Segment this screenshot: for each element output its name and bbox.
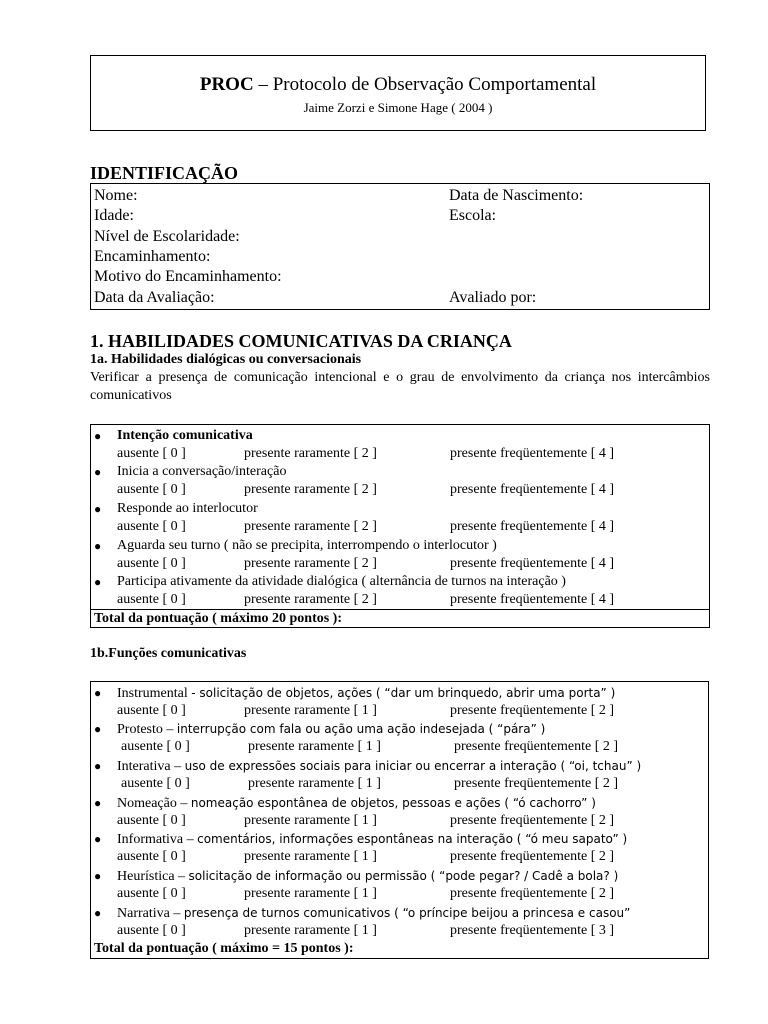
bullet-icon: ●	[94, 796, 102, 810]
option-ausente: ausente [ 0 ]	[117, 813, 186, 828]
item-label: Intenção comunicativa	[117, 428, 253, 443]
option-frequentemente: presente freqüentemente [ 4 ]	[450, 446, 615, 461]
section-1a-heading: 1a. Habilidades dialógicas ou conversacionais	[90, 352, 362, 367]
item-options	[91, 481, 709, 499]
item-detail: uso de expressões sociais para iniciar ou encerrar a interação ( “oi, tchau” )	[184, 759, 642, 773]
item-title: Instrumental	[117, 686, 192, 701]
section-1b-heading: 1b.Funções comunicativas	[90, 646, 247, 661]
item-detail: interrupção com fala ou ação uma ação indesejada ( “pára” )	[176, 722, 546, 736]
section-1a-description: Verificar a presença de comunicação intencional e o grau de envolvimento da criança nos intercâmbios comunicativos	[90, 370, 710, 403]
option-ausente: ausente [ 0 ]	[117, 886, 186, 901]
item-options	[91, 775, 708, 793]
item-label: Participa ativamente da atividade dialógica ( alternância de turnos na interação )	[117, 574, 566, 589]
list-item	[91, 904, 708, 922]
item-title: Interativa –	[117, 759, 185, 774]
item-label	[117, 830, 627, 849]
list-item	[91, 867, 708, 885]
item-detail: - solicitação de objetos, ações ( “dar um brinquedo, abrir uma porta” )	[191, 686, 616, 700]
option-frequentemente: presente freqüentemente [ 4 ]	[450, 556, 615, 571]
section-1-heading: 1. HABILIDADES COMUNICATIVAS DA CRIANÇA	[90, 331, 512, 351]
field-escola: Escola:	[449, 207, 497, 224]
bullet-icon: ●	[94, 759, 102, 773]
bullet-icon: ●	[94, 539, 102, 553]
list-item	[91, 830, 708, 848]
item-detail: comentários, informações espontâneas na interação ( “ó meu sapato” )	[197, 832, 628, 846]
document-authors: Jaime Zorzi e Simone Hage ( 2004 )	[303, 100, 493, 115]
checklist-1b	[90, 681, 709, 959]
field-nome: Nome:	[94, 187, 138, 204]
title-box	[90, 55, 706, 131]
item-options	[91, 518, 709, 536]
list-item	[91, 720, 708, 738]
option-ausente: ausente [ 0 ]	[117, 703, 186, 718]
item-title: Informativa –	[117, 832, 198, 847]
bullet-icon: ●	[94, 906, 102, 920]
item-options	[91, 591, 709, 609]
option-raramente: presente raramente [ 1 ]	[244, 813, 377, 828]
field-idade: Idade:	[94, 207, 134, 224]
item-label	[117, 757, 641, 776]
field-nivel-escolaridade: Nível de Escolaridade:	[94, 228, 240, 245]
option-frequentemente: presente freqüentemente [ 2 ]	[454, 776, 619, 791]
identification-box	[90, 183, 710, 310]
bullet-icon: ●	[94, 686, 102, 700]
option-raramente: presente raramente [ 1 ]	[244, 703, 377, 718]
option-frequentemente: presente freqüentemente [ 2 ]	[450, 849, 615, 864]
title-text: – Protocolo de Observação Comportamental	[253, 74, 597, 95]
total-score-1b: Total da pontuação ( máximo = 15 pontos ):	[94, 941, 354, 956]
list-item	[91, 500, 709, 518]
item-options	[91, 848, 708, 866]
option-frequentemente: presente freqüentemente [ 4 ]	[450, 592, 615, 607]
option-raramente: presente raramente [ 2 ]	[244, 519, 377, 534]
item-label	[117, 904, 630, 923]
bullet-icon: ●	[94, 502, 102, 516]
option-frequentemente: presente freqüentemente [ 2 ]	[450, 886, 615, 901]
item-options	[91, 812, 708, 830]
checklist-1a	[90, 424, 710, 628]
option-raramente: presente raramente [ 2 ]	[244, 556, 377, 571]
option-raramente: presente raramente [ 1 ]	[248, 739, 381, 754]
option-raramente: presente raramente [ 1 ]	[244, 849, 377, 864]
option-frequentemente: presente freqüentemente [ 4 ]	[450, 519, 615, 534]
option-ausente: ausente [ 0 ]	[117, 592, 186, 607]
item-label	[117, 867, 618, 886]
item-detail: presença de turnos comunicativos ( “o príncipe beijou a princesa e casou”	[183, 906, 631, 920]
item-options	[91, 922, 708, 940]
option-frequentemente: presente freqüentemente [ 3 ]	[450, 923, 615, 938]
option-ausente: ausente [ 0 ]	[121, 776, 190, 791]
option-ausente: ausente [ 0 ]	[117, 446, 186, 461]
list-item	[91, 757, 708, 775]
bullet-icon: ●	[94, 832, 102, 846]
bullet-icon: ●	[94, 722, 102, 736]
item-label	[117, 720, 545, 739]
option-raramente: presente raramente [ 1 ]	[244, 923, 377, 938]
option-ausente: ausente [ 0 ]	[117, 482, 186, 497]
item-options	[91, 555, 709, 573]
title-acronym: PROC	[199, 74, 254, 95]
option-raramente: presente raramente [ 1 ]	[244, 886, 377, 901]
bullet-icon: ●	[94, 575, 102, 589]
item-options	[91, 738, 708, 756]
document-title	[91, 74, 705, 96]
item-label: Responde ao interlocutor	[117, 501, 258, 516]
list-item	[91, 684, 708, 702]
option-raramente: presente raramente [ 2 ]	[244, 482, 377, 497]
option-frequentemente: presente freqüentemente [ 2 ]	[454, 739, 619, 754]
item-options	[91, 885, 708, 903]
option-ausente: ausente [ 0 ]	[121, 739, 190, 754]
field-data-nascimento: Data de Nascimento:	[449, 187, 584, 204]
option-raramente: presente raramente [ 2 ]	[244, 446, 377, 461]
list-item	[91, 427, 709, 445]
list-item	[91, 573, 709, 591]
field-data-avaliacao: Data da Avaliação:	[94, 289, 215, 306]
item-title: Nomeação –	[117, 796, 191, 811]
field-motivo-encaminhamento: Motivo do Encaminhamento:	[94, 268, 282, 285]
option-frequentemente: presente freqüentemente [ 2 ]	[450, 703, 615, 718]
item-label	[117, 794, 596, 813]
item-options	[91, 702, 708, 720]
option-ausente: ausente [ 0 ]	[117, 519, 186, 534]
item-title: Narrativa –	[117, 906, 184, 921]
item-title: Protesto –	[117, 722, 177, 737]
bullet-icon: ●	[94, 465, 102, 479]
option-ausente: ausente [ 0 ]	[117, 556, 186, 571]
item-label	[117, 684, 615, 703]
item-label: Aguarda seu turno ( não se precipita, interrompendo o interlocutor )	[117, 538, 497, 553]
field-avaliado-por: Avaliado por:	[449, 289, 537, 306]
item-title: Heurística –	[117, 869, 189, 884]
total-score-1a: Total da pontuação ( máximo 20 pontos ):	[91, 609, 709, 627]
bullet-icon: ●	[94, 429, 102, 443]
list-item	[91, 463, 709, 481]
field-encaminhamento: Encaminhamento:	[94, 248, 211, 265]
item-options	[91, 445, 709, 463]
option-raramente: presente raramente [ 1 ]	[248, 776, 381, 791]
option-ausente: ausente [ 0 ]	[117, 849, 186, 864]
item-detail: solicitação de informação ou permissão ( “pode pegar? / Cadê a bola? )	[188, 869, 619, 883]
bullet-icon: ●	[94, 869, 102, 883]
list-item	[91, 537, 709, 555]
option-raramente: presente raramente [ 2 ]	[244, 592, 377, 607]
option-frequentemente: presente freqüentemente [ 4 ]	[450, 482, 615, 497]
item-detail: nomeação espontânea de objetos, pessoas e ações ( “ó cachorro” )	[190, 796, 596, 810]
list-item	[91, 794, 708, 812]
option-ausente: ausente [ 0 ]	[117, 923, 186, 938]
identification-heading: IDENTIFICAÇÃO	[90, 163, 239, 183]
option-frequentemente: presente freqüentemente [ 2 ]	[450, 813, 615, 828]
item-label: Inicia a conversação/interação	[117, 464, 287, 479]
